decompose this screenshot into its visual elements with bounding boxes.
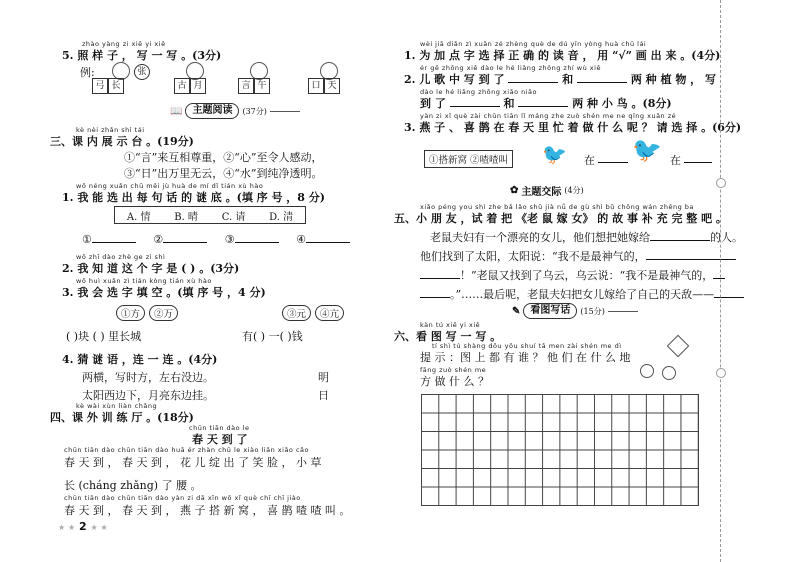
example-char-box: 午	[254, 78, 270, 94]
q3-choices-left	[116, 305, 178, 321]
chat-icon: ✿	[510, 185, 519, 196]
story-blank[interactable]	[650, 230, 710, 241]
magpie-answer-blank[interactable]	[684, 152, 712, 163]
page-number-value: 2	[78, 520, 87, 533]
story-blank[interactable]	[714, 287, 744, 298]
sec5-pinyin: xiǎo péng you shì zhe bǎ lǎo shǔ jià nǚ de gù shì bǔ chōng wán zhěng ba	[420, 203, 694, 211]
example-label: 例:	[80, 66, 95, 79]
q4-riddle: 太阳西边下，月亮东边挂。	[82, 389, 214, 402]
poem-line3-pinyin: chūn tiān dào chūn tiān dào yàn zi dā xīn wō xǐ què chī chī jiào	[64, 494, 301, 502]
magpie-icon: 🐦	[632, 136, 662, 164]
story-line	[420, 248, 736, 264]
r-q3-pinyin: yàn zi xǐ què zài chūn tiān lǐ máng zhe zuò shén me ne qǐng xuǎn zé	[420, 112, 677, 120]
story-text: 他们找到了太阳，太阳说：“我不是最神气的，	[420, 250, 646, 263]
example-char-box: 张	[134, 64, 150, 80]
r-q2-text: 两 种 植 物 ， 写	[630, 73, 716, 86]
story-line	[420, 286, 744, 302]
prompt2-text: 方 做 什 么 ？	[420, 375, 489, 388]
child-icon	[662, 366, 676, 380]
example-char-box: 月	[190, 78, 206, 94]
prompt2-pinyin: fāng zuò shén me	[420, 366, 487, 374]
q1-answer-blank[interactable]	[92, 232, 136, 243]
q3-choice: ②万	[149, 305, 178, 321]
q1-pinyin: wǒ néng xuǎn chū měi jù huà de mí dǐ tián xù hào	[76, 182, 264, 190]
q2-question: 2. 我 知 道 这 个 字 是 ( ) 。(3分)	[62, 262, 240, 275]
plant-blank-2[interactable]	[577, 72, 627, 83]
story-text: 的人。	[710, 231, 743, 244]
section-score: (37分)	[242, 106, 267, 116]
q1-option: A. 情	[126, 211, 151, 223]
sec4-title: 四、课 外 训 练 厅 。(18分)	[50, 411, 194, 424]
q3-choices-right	[282, 305, 344, 321]
poem-line1-pinyin: chūn tiān dào chūn tiān dào huā ér zhàn chū le xiào liǎn xiǎo cǎo	[64, 446, 309, 454]
swallow-answer-blank[interactable]	[598, 152, 628, 163]
q3-choice: ①方	[116, 305, 145, 321]
story-text: 老鼠夫妇有一个漂亮的女儿，他们想把她嫁给	[430, 231, 650, 244]
example-char-box: 天	[324, 78, 340, 94]
q1-option: C. 请	[221, 211, 246, 223]
q3-fill-line-2: 有( ) 一( )钱	[242, 330, 303, 343]
section-title: 主题阅读	[185, 103, 239, 119]
section-title: 主题交际	[521, 187, 562, 198]
story-blank[interactable]	[420, 268, 460, 279]
section-rule	[608, 311, 638, 312]
binding-hole-icon	[716, 368, 726, 378]
bird-blank-2[interactable]	[518, 96, 568, 107]
r-q3-zai: 在	[584, 154, 595, 167]
child-icon	[640, 364, 654, 378]
poem-line: 春 天 到 ， 春 天 到 ， 花 儿 绽 出 了 笑 脸 ， 小 草	[64, 456, 322, 469]
q1-option: D. 清	[269, 211, 294, 223]
section-header-reading	[170, 103, 300, 119]
sec5-title: 五、小 朋 友 ，试 着 把 《老 鼠 嫁 女》 的 故 事 补 充 完 整 吧 。	[394, 212, 727, 225]
story-line	[420, 267, 725, 283]
r-q2-text: 两 种 小 鸟 。(8分)	[572, 97, 672, 110]
poem-line: 春 天 到 ， 春 天 到 ， 燕 子 搭 新 窝 ， 喜 鹊 喳 喳 叫 。	[64, 504, 351, 517]
r-q1-question: 1. 为 加 点 字 选 择 正 确 的 读 音 ， 用 “√” 画 出 来 。(4分)	[404, 49, 721, 62]
book-icon: 📖	[170, 105, 183, 117]
pencil-icon: ✎	[512, 305, 521, 317]
q5-pinyin: zhào yàng zi xiě yi xiě	[82, 40, 166, 48]
example-char-box: 古	[174, 78, 190, 94]
cut-line	[720, 0, 721, 562]
star-icon: ★ ★	[58, 523, 76, 532]
prompt-pinyin: tí shì tú shàng dōu yǒu shuí tā men zài shén me dì	[432, 342, 622, 350]
q3-question: 3. 我 会 选 字 填 空 。(填 序 号 ，4 分)	[62, 286, 266, 299]
q4-question: 4. 猜 谜 语 ，连 一 连 。(4分)	[62, 353, 218, 366]
q4-answer[interactable]: 明	[318, 371, 329, 384]
q4-riddle: 两横，写时方，左右没边。	[82, 371, 214, 384]
q1-answer-num: ②	[153, 233, 164, 246]
q1-answer-row	[82, 232, 350, 246]
q3-fill-line-1: ( )块 ( ) 里长城	[66, 330, 142, 343]
sec6-title: 六、看 图 写 一 写 。	[394, 330, 502, 343]
sec4-pinyin: kè wài xùn liàn chǎng	[76, 402, 158, 410]
q1-options-box	[114, 206, 306, 224]
poem-line: 长 (cháng zhǎng) 了 腰 。	[64, 479, 202, 492]
sec6-pinyin: kàn tú xiě yi xiě	[420, 321, 481, 329]
q1-answer-blank[interactable]	[306, 232, 350, 243]
r-q2-pinyin: ér gē zhōng xiě dào le hé liǎng zhǒng zhí wù xiě	[420, 64, 601, 72]
q1-answer-num: ④	[296, 233, 306, 246]
section-rule	[270, 111, 300, 112]
q1-answer-blank[interactable]	[235, 232, 279, 243]
r-q2-line1	[404, 71, 716, 87]
section-score: (4分)	[564, 186, 584, 195]
q1-answer-num: ①	[82, 233, 92, 246]
r-q2-text: 到 了	[420, 97, 446, 110]
poem-title: 春 天 到 了	[192, 433, 248, 446]
q1-question: 1. 我 能 选 出 每 句 话 的 谜 底 。(填 序 号 ，8 分)	[62, 191, 325, 204]
story-line	[430, 229, 743, 245]
r-q2-text: 和	[562, 73, 574, 86]
story-text: 。”……最后呢，老鼠夫妇把女儿嫁给了自己的天敌——	[450, 288, 715, 301]
binding-hole-icon	[716, 178, 726, 188]
q4-answer[interactable]: 日	[318, 389, 329, 402]
section-score: (15分)	[580, 306, 605, 316]
r-q2-text: 和	[503, 97, 515, 110]
r-q2-pinyin-2: dào le hé liǎng zhǒng xiǎo niǎo	[420, 88, 537, 96]
q3-choice: ③元	[282, 305, 311, 321]
story-text: ！”老鼠又找到了乌云，乌云说：“我不是最神气的，	[460, 269, 714, 282]
prompt-text: 提 示 ：图 上 都 有 谁 ？ 他 们 在 什 么 地	[420, 351, 631, 364]
r-q1-pinyin: wèi jiā diǎn zì xuǎn zé zhèng què de dú yīn yòng huà chū lái	[420, 40, 647, 48]
riddle-line: ③“日”出万里无云，④“水”到纯净透明。	[124, 167, 323, 180]
q5-question: 5. 照 样 子 ， 写 一 写 。(3分)	[62, 49, 222, 62]
r-q3-options-box: ①搭新窝 ②喳喳叫	[424, 150, 513, 168]
story-blank[interactable]	[420, 287, 450, 298]
r-q3-question: 3. 燕 子 、 喜 鹊 在 春 天 里 忙 着 做 什 么 呢 ？ 请 选 择 。(6分)	[404, 121, 742, 134]
plant-blank-1[interactable]	[508, 72, 558, 83]
bird-blank-1[interactable]	[450, 96, 500, 107]
writing-grid[interactable]	[421, 394, 699, 506]
section-title: 看图写话	[523, 303, 577, 319]
sec3-pinyin: kè nèi zhǎn shì tái	[76, 126, 145, 134]
q1-answer-num: ③	[224, 233, 235, 246]
r-q2-text: 2. 儿 歌 中 写 到 了	[404, 73, 505, 86]
q2-pinyin: wǒ zhī dào zhè ge zì shì	[76, 253, 166, 261]
q3-choice: ④亢	[315, 305, 344, 321]
q3-pinyin: wǒ huì xuǎn zì tián kòng tián xù hào	[76, 277, 212, 285]
section-header-talk	[510, 183, 584, 198]
sec3-title: 三、课 内 展 示 台 。(19分)	[50, 135, 194, 148]
r-q2-line2	[420, 95, 672, 111]
r-q3-zai: 在	[670, 154, 681, 167]
kite-children-illustration	[636, 338, 696, 388]
example-figures	[92, 62, 367, 94]
story-blank[interactable]	[646, 249, 736, 260]
example-char-box: 长	[108, 78, 124, 94]
q1-answer-blank[interactable]	[163, 232, 207, 243]
poem-title-pinyin: chūn tiān dào le	[189, 424, 250, 432]
kite-icon	[667, 335, 690, 358]
section-header-picture	[512, 303, 638, 319]
page-number	[58, 520, 108, 533]
swallow-icon: 🐦	[542, 142, 567, 166]
example-char-box: 弓	[92, 78, 108, 94]
example-char-box: 口	[308, 78, 324, 94]
q1-option: B. 晴	[174, 211, 198, 223]
example-char-box: 言	[238, 78, 254, 94]
star-icon: ★ ★	[90, 523, 108, 532]
riddle-line: ①“言”来互相尊重，②“心”至令人感动，	[124, 151, 323, 164]
